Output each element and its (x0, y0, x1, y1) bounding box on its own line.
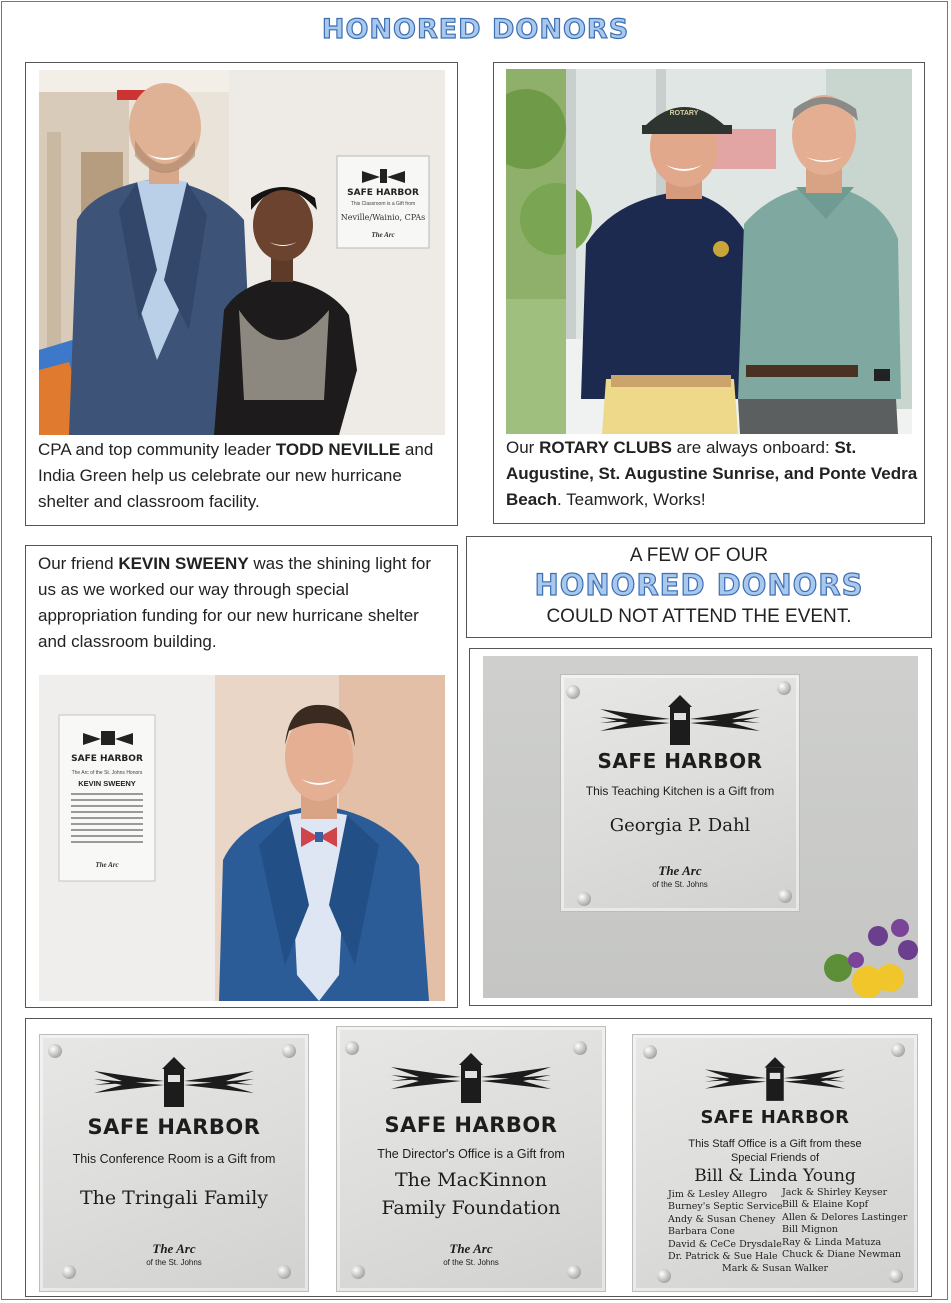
notice-line-3: COULD NOT ATTEND THE EVENT. (546, 606, 852, 627)
caption-text: Our friend (38, 554, 119, 573)
staff-office-plaque (632, 1034, 918, 1292)
kevin-sweeny-box (25, 545, 458, 1008)
list-item: Andy & Susan Cheney (668, 1213, 776, 1225)
list-item: Bill & Elaine Kopf (782, 1199, 869, 1211)
bolt-icon (345, 1041, 359, 1055)
kitchen-plaque-donor: Georgia P. Dahl (609, 815, 751, 836)
kitchen-plaque (560, 674, 800, 912)
bolt-icon (282, 1044, 296, 1058)
director-plaque-line: The Director's Office is a Gift from (377, 1147, 565, 1161)
kevin-plaque-donor: KEVIN SWEENY (78, 779, 136, 788)
bolt-icon (567, 1265, 581, 1279)
rotary-caption (506, 435, 918, 513)
list-item: Jim & Lesley Allegro (668, 1189, 768, 1200)
rotary-box (493, 62, 925, 524)
wall-plaque-line: This Classroom is a Gift from (350, 201, 416, 207)
todd-neville-box (25, 62, 458, 526)
director-plaque-brand: SAFE HARBOR (384, 1113, 558, 1137)
list-item: Ray & Linda Matuza (782, 1236, 882, 1248)
caption-name: KEVIN SWEENY (118, 554, 249, 573)
staff-names-last: Mark & Susan Walker (721, 1263, 829, 1274)
todd-neville-photo (39, 70, 445, 435)
bolt-icon (891, 1043, 905, 1057)
notice-line-1: A FEW OF OUR (629, 545, 769, 566)
conference-plaque (39, 1034, 309, 1292)
caption-text: was the shining light for us as we worked our way through special appropriation funding for our new hurricane shelter and classroom building. (38, 554, 432, 651)
list-item: Jack & Shirley Keyser (782, 1187, 888, 1198)
bolt-icon (777, 681, 791, 695)
list-item: Allen & Delores Lastinger (782, 1211, 908, 1223)
caption-text: CPA and top community leader (38, 440, 276, 459)
bolt-icon (351, 1265, 365, 1279)
caption-name: ROTARY CLUBS (539, 438, 672, 457)
kitchen-plaque-line: This Teaching Kitchen is a Gift from (585, 784, 775, 798)
kevin-sweeny-photo (39, 675, 445, 1001)
staff-plaque-brand: SAFE HARBOR (700, 1107, 850, 1128)
bolt-icon (48, 1044, 62, 1058)
lighthouse-logo-icon (705, 1055, 845, 1103)
staff-names-right (782, 1187, 907, 1261)
wall-plaque-brand: SAFE HARBOR (347, 188, 419, 198)
bolt-icon (573, 1041, 587, 1055)
kitchen-plaque-logo-sub: of the St. Johns (652, 880, 708, 889)
staff-plaque-donor: Bill & Linda Young (694, 1166, 856, 1186)
staff-plaque-line-1: This Staff Office is a Gift from these (688, 1138, 862, 1150)
wall-plaque-donor: Neville/Wainio, CPAs (340, 213, 426, 222)
bolt-icon (577, 892, 591, 906)
director-plaque (336, 1026, 606, 1292)
list-item: Bill Mignon (782, 1224, 838, 1236)
staff-plaque-line-2: Special Friends of (730, 1152, 820, 1164)
caption-text: Our (506, 438, 540, 457)
list-item: Dr. Patrick & Sue Hale (668, 1251, 778, 1263)
conference-plaque-logo-sub: of the St. Johns (146, 1258, 202, 1267)
kitchen-plaque-box (469, 648, 932, 1006)
conference-plaque-logo: The Arc (152, 1241, 196, 1256)
conference-plaque-donor: The Tringali Family (79, 1187, 269, 1209)
bolt-icon (62, 1265, 76, 1279)
staff-names-left (668, 1189, 783, 1263)
list-item: David & CeCe Drysdale (668, 1238, 782, 1250)
cap-logo-icon: ROTARY (669, 110, 699, 117)
kitchen-plaque-brand: SAFE HARBOR (597, 749, 763, 773)
lighthouse-logo-icon (94, 1055, 254, 1109)
caption-name: TODD NEVILLE (275, 440, 401, 459)
kevin-sweeny-caption (38, 551, 438, 655)
page-title: HONORED DONORS (321, 14, 630, 45)
kitchen-plaque-logo: The Arc (658, 863, 702, 878)
absent-donors-notice (466, 536, 932, 638)
conference-plaque-brand: SAFE HARBOR (87, 1115, 261, 1139)
kitchen-plaque-photo (483, 656, 918, 998)
wall-plaque-logo: The Arc (371, 231, 395, 239)
caption-text: and India Green help us celebrate our new hurricane shelter and classroom facility. (38, 440, 434, 511)
kevin-plaque-brand: SAFE HARBOR (71, 754, 143, 764)
list-item: Burney's Septic Service (668, 1201, 783, 1213)
bolt-icon (566, 685, 580, 699)
bolt-icon (643, 1045, 657, 1059)
bottom-plaques-box (25, 1018, 932, 1297)
bolt-icon (778, 889, 792, 903)
bolt-icon (277, 1265, 291, 1279)
director-plaque-donor-2: Family Foundation (381, 1197, 561, 1219)
caption-text: are always onboard: (671, 438, 835, 457)
kevin-plaque-line: The Arc of the St. Johns Honors (71, 770, 143, 776)
list-item: Barbara Cone (668, 1226, 735, 1238)
director-plaque-logo: The Arc (449, 1241, 493, 1256)
director-plaque-logo-sub: of the St. Johns (443, 1258, 499, 1267)
lighthouse-logo-icon (391, 1051, 551, 1105)
caption-text: . Teamwork, Works! (557, 490, 706, 509)
list-item: Chuck & Diane Newman (782, 1249, 902, 1261)
lighthouse-logo-icon (600, 693, 760, 747)
flowers-decoration (808, 908, 918, 998)
caption-clubs: St. Augustine, St. Augustine Sunrise, and Ponte Vedra Beach (506, 438, 918, 509)
kevin-plaque-logo: The Arc (95, 861, 119, 869)
director-plaque-donor-1: The MacKinnon (394, 1169, 548, 1191)
notice-line-2: HONORED DONORS (534, 568, 864, 602)
todd-neville-caption (38, 437, 450, 515)
rotary-photo (506, 69, 912, 434)
conference-plaque-line: This Conference Room is a Gift from (72, 1152, 276, 1166)
